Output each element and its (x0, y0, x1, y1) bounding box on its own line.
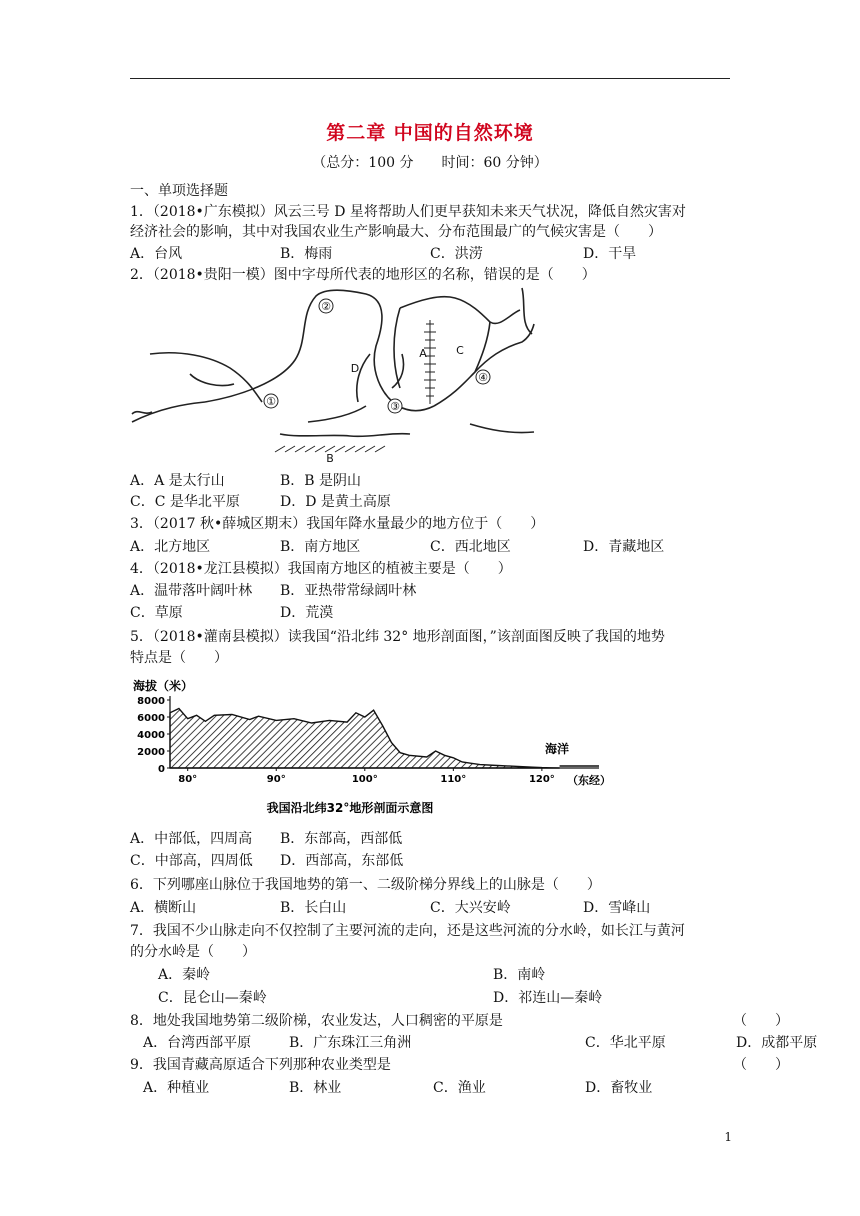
q2-option-b: B．B 是阴山 (280, 473, 362, 489)
chart-x-tick-label: 90° (266, 774, 286, 785)
q5-stem-line2: 特点是（ ） (130, 650, 228, 666)
map-label-1: ① (266, 395, 276, 408)
q5-option-a: A．中部低，四周高 (130, 831, 253, 847)
header-rule (130, 78, 730, 79)
map-label-3: ③ (390, 400, 400, 413)
q6-option-d: D．雪峰山 (583, 900, 651, 916)
q4-stem: 4．（2018•龙江县模拟）我国南方地区的植被主要是（ ） (130, 561, 512, 577)
q3-option-b: B．南方地区 (280, 539, 361, 555)
q1-stem-line1: 1．（2018•广东模拟）风云三号 D 星将帮助人们更早获知未来天气状况，降低自然灾害对 (130, 204, 686, 220)
q3-option-a: A．北方地区 (130, 539, 211, 555)
chart-y-tick-label: 6000 (137, 713, 165, 724)
section-heading: 一、单项选择题 (130, 183, 228, 199)
q9-answer-paren: （ ） (733, 1057, 789, 1073)
q9-option-b: B．林业 (289, 1080, 342, 1096)
chart-elevation-area (170, 709, 560, 769)
map-label-2: ② (321, 300, 331, 313)
q1-option-d: D．干旱 (583, 246, 637, 262)
q7-stem-line2: 的分水岭是（ ） (130, 944, 256, 960)
q9-option-c: C．渔业 (433, 1080, 486, 1096)
q4-option-c: C．草原 (130, 605, 183, 621)
q8-answer-paren: （ ） (733, 1013, 789, 1029)
chart-title: 我国沿北纬32°地形剖面示意图 (266, 801, 434, 815)
q6-stem: 6．下列哪座山脉位于我国地势的第一、二级阶梯分界线上的山脉是（ ） (130, 877, 601, 893)
map-label-A: A (419, 347, 427, 360)
q9-option-a: A．种植业 (143, 1080, 210, 1096)
chart-x-tick-label: 110° (440, 774, 467, 785)
q4-option-b: B．亚热带常绿阔叶林 (280, 583, 417, 599)
q8-option-c: C．华北平原 (585, 1035, 666, 1051)
q1-stem-line2: 经济社会的影响，其中对我国农业生产影响最大、分布范围最广的气候灾害是（ ） (130, 224, 662, 240)
chart-y-label: 海拔（米） (133, 679, 194, 693)
q5-stem-line1: 5．（2018•灌南县模拟）读我国“沿北纬 32° 地形剖面图，”该剖面图反映了我国的地势 (130, 629, 665, 645)
q2-option-a: A．A 是太行山 (130, 473, 225, 489)
q4-option-d: D．荒漠 (280, 605, 334, 621)
chart-x-label: （东经） (567, 774, 611, 787)
q8-option-a: A．台湾西部平原 (143, 1035, 252, 1051)
chart-x-tick-label: 80° (178, 774, 198, 785)
q5-option-c: C．中部高，四周低 (130, 853, 253, 869)
map-label-C: C (456, 344, 464, 357)
q9-option-d: D．畜牧业 (585, 1080, 653, 1096)
chart-y-tick-label: 8000 (137, 696, 165, 707)
q4-option-a: A．温带落叶阔叶林 (130, 583, 253, 599)
q2-option-d: D．D 是黄土高原 (280, 494, 391, 510)
q5-option-d: D．西部高，东部低 (280, 853, 404, 869)
q1-option-a: A．台风 (130, 246, 183, 262)
q3-option-d: D．青藏地区 (583, 539, 665, 555)
q2-terrain-map (130, 284, 535, 464)
q2-stem: 2．（2018•贵阳一模）图中字母所代表的地形区的名称，错误的是（ ） (130, 267, 596, 283)
q6-option-a: A．横断山 (130, 900, 197, 916)
q7-option-b: B．南岭 (493, 967, 546, 983)
chart-x-tick-label: 120° (528, 774, 555, 785)
q3-option-c: C．西北地区 (430, 539, 511, 555)
q7-option-c: C．昆仑山—秦岭 (158, 990, 267, 1006)
q7-option-d: D．祁连山—秦岭 (493, 990, 603, 1006)
q8-option-d: D．成都平原 (736, 1035, 818, 1051)
map-label-B: B (326, 452, 334, 464)
q9-stem: 9．我国青藏高原适合下列那种农业类型是 (130, 1057, 391, 1073)
q8-option-b: B．广东珠江三角洲 (289, 1035, 412, 1051)
page-title: 第二章 中国的自然环境 (326, 122, 534, 144)
map-label-4: ④ (478, 371, 488, 384)
q1-option-c: C．洪涝 (430, 246, 483, 262)
chart-ocean-label: 海洋 (545, 742, 570, 756)
q6-option-b: B．长白山 (280, 900, 347, 916)
q7-stem-line1: 7．我国不少山脉走向不仅控制了主要河流的走向，还是这些河流的分水岭，如长江与黄河 (130, 923, 685, 939)
exam-meta: （总分：100 分 时间：60 分钟） (312, 155, 548, 171)
q6-option-c: C．大兴安岭 (430, 900, 511, 916)
q2-option-c: C．C 是华北平原 (130, 494, 240, 510)
chart-y-tick-label: 2000 (137, 747, 165, 758)
chart-x-tick-label: 100° (351, 774, 378, 785)
chart-y-tick-label: 4000 (137, 730, 165, 741)
q1-option-b: B．梅雨 (280, 246, 333, 262)
q5-elevation-profile-chart (125, 672, 615, 822)
page-number: 1 (724, 1130, 732, 1144)
q5-option-b: B．东部高，西部低 (280, 831, 403, 847)
q8-stem: 8．地处我国地势第二级阶梯，农业发达，人口稠密的平原是 (130, 1013, 503, 1029)
q7-option-a: A．秦岭 (158, 967, 211, 983)
map-label-D: D (350, 362, 360, 375)
chart-y-tick-label: 0 (158, 764, 165, 775)
q3-stem: 3．（2017 秋•薛城区期末）我国年降水量最少的地方位于（ ） (130, 516, 545, 532)
